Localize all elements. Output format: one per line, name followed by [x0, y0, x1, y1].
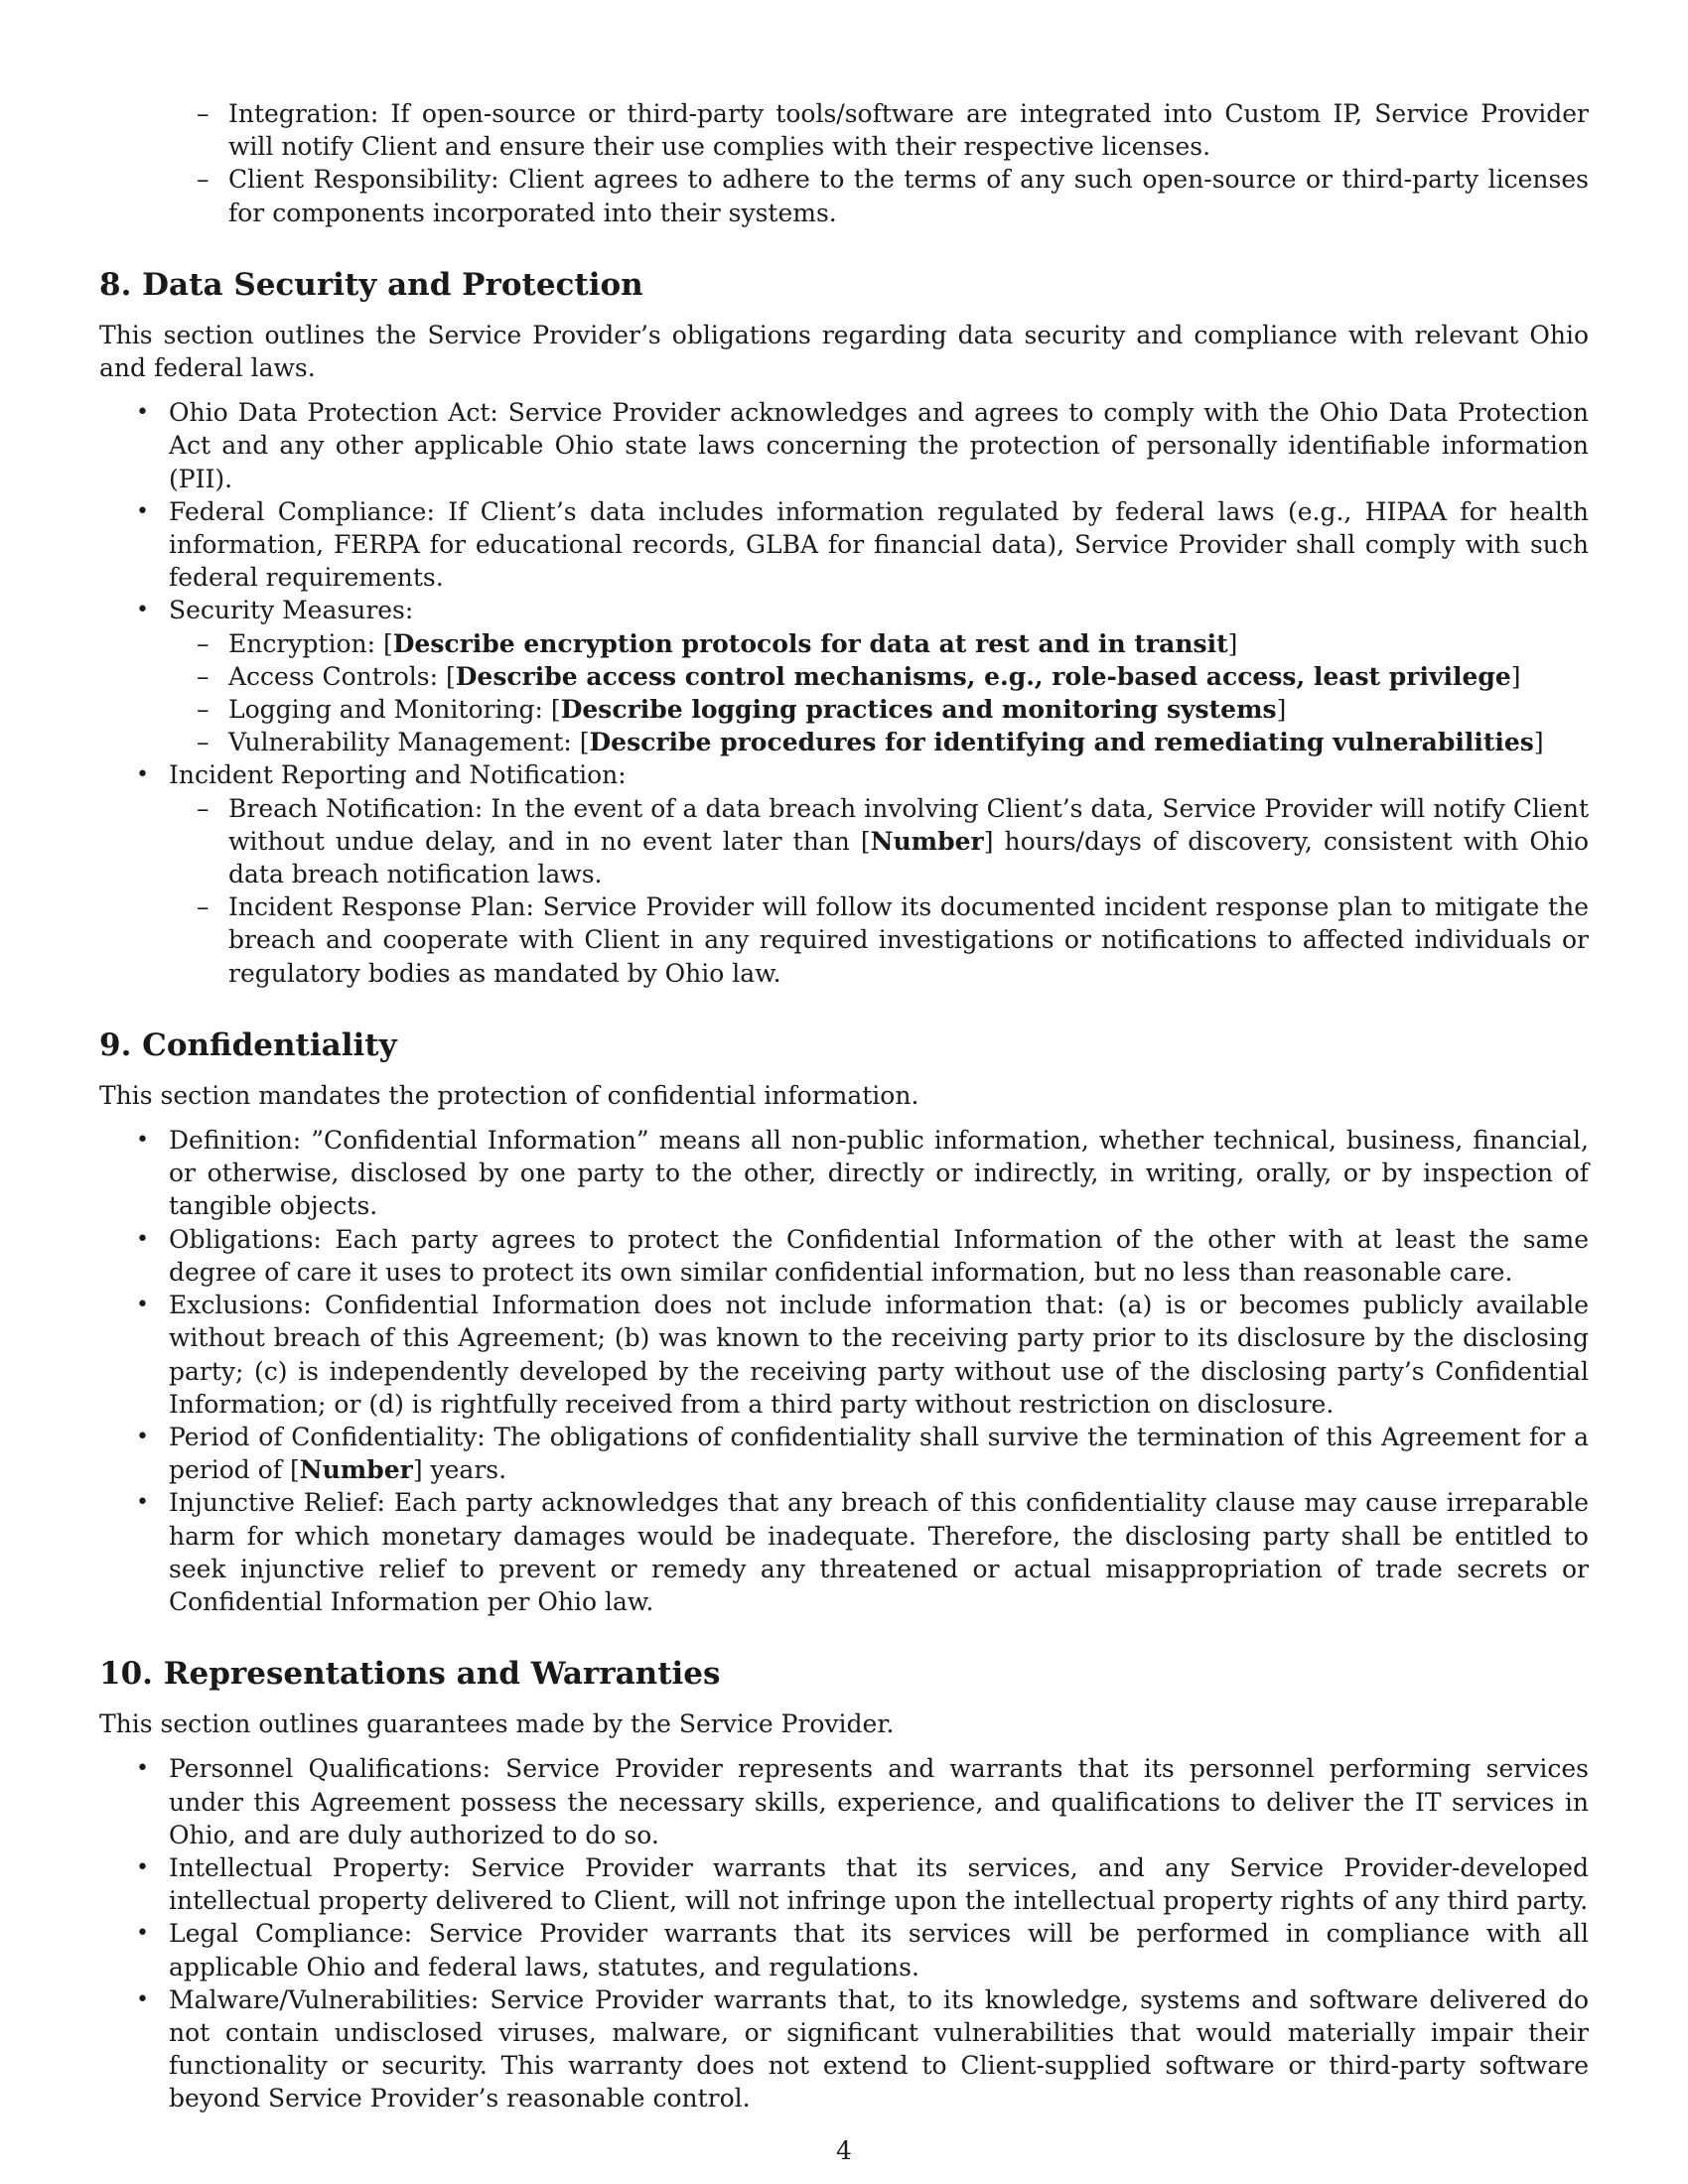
bullet-list	[99, 396, 1589, 990]
list-item: – Logging and Monitoring: [Describe logging practices and monitoring systems]	[99, 693, 1589, 726]
list-item: • Intellectual Property: Service Provider warrants that its services, and any Service Provider-developed intellectual property delivered to Client, will not infringe upon the intellectual property rights of any third party.	[136, 1852, 1589, 1916]
dash-marker: –	[197, 165, 210, 195]
placeholder-text: Describe logging practices and monitoring systems	[560, 695, 1277, 725]
bullet-list	[99, 1752, 1589, 2115]
section-intro: This section outlines guarantees made by the Service Provider.	[99, 1709, 895, 1739]
bullet-marker: •	[136, 498, 149, 524]
bullet-marker: •	[136, 1756, 149, 1782]
dash-marker: –	[197, 661, 210, 691]
list-item: • Malware/Vulnerabilities: Service Provider warrants that, to its knowledge, systems and software delivered do not contain undisclosed viruses, malware, or significant vulnerabilities that would materially impair their functionality or security. This warranty does not extend to Client-supplied software or third-party software beyond Service Provider’s reasonable control.	[136, 1984, 1589, 2114]
list-item: – Vulnerability Management: [Describe procedures for identifying and remediating vulnerabilities]	[99, 726, 1589, 758]
continued-list	[99, 97, 1589, 229]
list-item: • Injunctive Relief: Each party acknowledges that any breach of this confidentiality clause may cause irreparable harm for which monetary damages would be inadequate. Therefore, the disclosing party shall be entitled to seek injunctive relief to prevent or remedy any threatened or actual misappropriation of trade secrets or Confidential Information per Ohio law.	[136, 1488, 1589, 1616]
list-item: • Obligations: Each party agrees to protect the Confidential Information of the other with at least the same degree of care it uses to protect its own similar confidential information, but no less than reasonable care.	[136, 1224, 1589, 1287]
list-item: – Incident Response Plan: Service Provider will follow its documented incident response plan to mitigate the breach and cooperate with Client in any required investigations or notifications to affected individuals or regulatory bodies as mandated by Ohio law.	[197, 892, 1589, 988]
placeholder-text: Number	[870, 826, 984, 856]
list-item: • Incident Reporting and Notification:	[99, 758, 1589, 791]
section-intro: This section outlines the Service Provider’s obligations regarding data security and compliance with relevant Ohio and federal laws.	[99, 320, 1589, 383]
list-item: • Definition: ”Confidential Information” means all non-public information, whether technical, business, financial, or otherwise, disclosed by one party to the other, directly or indirectly, in writing, orally, or by inspection of tangible objects.	[136, 1126, 1589, 1221]
placeholder-text: Describe procedures for identifying and remediating vulnerabilities	[589, 728, 1534, 757]
bullet-marker: •	[136, 1921, 149, 1947]
dash-marker: –	[197, 892, 210, 922]
section-intro: This section mandates the protection of confidential information.	[99, 1080, 919, 1110]
bullet-marker: •	[136, 1490, 149, 1516]
dash-marker: –	[197, 628, 210, 658]
section-heading: 8. Data Security and Protection	[99, 266, 643, 303]
page-number: 4	[836, 2136, 852, 2165]
security-measures-list	[99, 627, 1589, 759]
document-page	[99, 97, 1589, 2116]
section-10	[99, 1654, 1589, 2115]
bullet-marker: •	[136, 1424, 149, 1449]
list-item: – Encryption: [Describe encryption protocols for data at rest and in transit]	[99, 627, 1589, 660]
dash-marker: –	[197, 99, 210, 128]
bullet-marker: •	[136, 762, 149, 788]
bullet-marker: •	[136, 1226, 149, 1252]
list-item: – Client Responsibility: Client agrees to adhere to the terms of any such open-source or third-party licenses for components incorporated into their systems.	[197, 165, 1589, 227]
incident-list	[99, 792, 1589, 990]
list-item: • Security Measures:	[99, 594, 1589, 626]
placeholder-text: Describe encryption protocols for data at rest and in transit	[392, 628, 1228, 658]
dash-marker: –	[197, 793, 210, 823]
bullet-list	[99, 1124, 1589, 1618]
bullet-marker: •	[136, 1854, 149, 1880]
list-item: – Integration: If open-source or third-party tools/software are integrated into Custom IP, Service Provider will notify Client and ensure their use complies with their respective licenses.	[197, 99, 1589, 162]
list-item: • Ohio Data Protection Act: Service Provider acknowledges and agrees to comply with the Ohio Data Protection Act and any other applicable Ohio state laws concerning the protection of personally identifiable information (PII).	[136, 398, 1589, 493]
bullet-marker: •	[136, 598, 149, 623]
section-8	[99, 265, 1589, 990]
list-item: – Breach Notification: In the event of a data breach involving Client’s data, Service Provider will notify Client without undue delay, and in no event later than [Number] hours/days of discovery, consistent with Ohio data breach notification laws.	[197, 793, 1589, 889]
bullet-marker: •	[136, 1293, 149, 1318]
list-item: – Access Controls: [Describe access control mechanisms, e.g., role-based access, least privilege]	[99, 660, 1589, 693]
list-item: • Period of Confidentiality: The obligations of confidentiality shall survive the termination of this Agreement for a period of [Number] years.	[136, 1422, 1589, 1485]
list-item: • Legal Compliance: Service Provider warrants that its services will be performed in compliance with all applicable Ohio and federal laws, statutes, and regulations.	[136, 1919, 1589, 1981]
bullet-marker: •	[136, 1986, 149, 2012]
bullet-marker: •	[136, 400, 149, 426]
section-9	[99, 1025, 1589, 1618]
list-item: • Exclusions: Confidential Information does not include information that: (a) is or becomes publicly available without breach of this Agreement; (b) was known to the receiving party prior to its disclosure by the disclosing party; (c) is independently developed by the receiving party without use of the disclosing party’s Confidential Information; or (d) is rightfully received from a third party without restriction on disclosure.	[136, 1291, 1589, 1419]
bullet-marker: •	[136, 1128, 149, 1154]
dash-marker: –	[197, 728, 210, 757]
section-heading: 10. Representations and Warranties	[99, 1656, 721, 1693]
list-item: • Personnel Qualifications: Service Provider represents and warrants that its personnel performing services under this Agreement possess the necessary skills, experience, and qualifications to deliver the IT services in Ohio, and are duly authorized to do so.	[136, 1754, 1589, 1849]
placeholder-text: Describe access control mechanisms, e.g., role-based access, least privilege	[455, 661, 1511, 691]
placeholder-text: Number	[299, 1455, 413, 1485]
list-item: • Federal Compliance: If Client’s data includes information regulated by federal laws (e.g., HIPAA for health information, FERPA for educational records, GLBA for financial data), Service Provider shall comply with such federal requirements.	[136, 496, 1589, 593]
section-heading: 9. Confidentiality	[99, 1026, 397, 1063]
dash-marker: –	[197, 695, 210, 725]
